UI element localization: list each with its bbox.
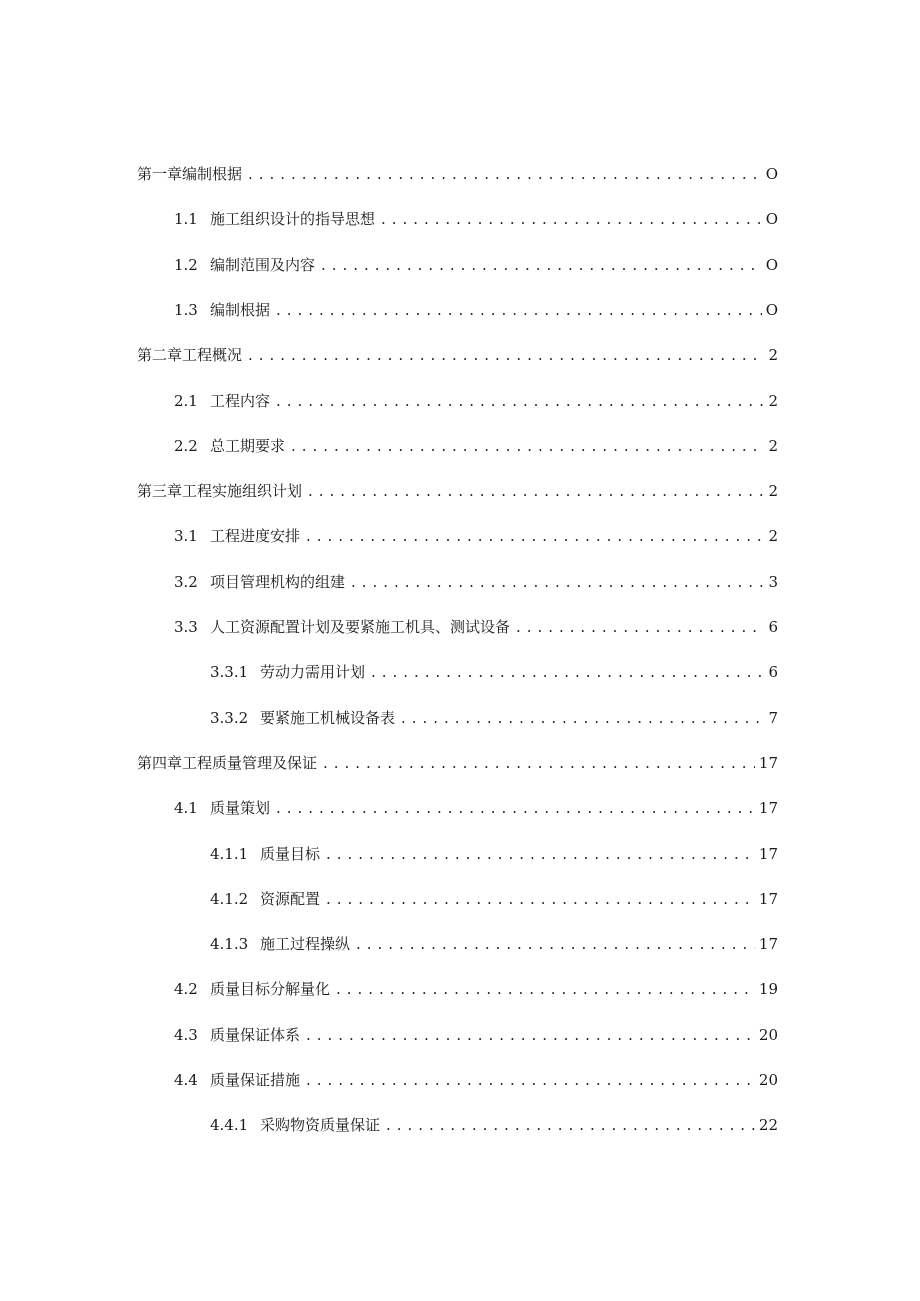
toc-entry-number: 3.3 (174, 618, 198, 636)
toc-entry[interactable] (174, 797, 778, 819)
toc-entry-page-number: 17 (758, 845, 778, 863)
toc-entry-page-number: 17 (758, 935, 778, 953)
toc-dot-leader (351, 571, 764, 593)
toc-entry-title: 第三章工程实施组织计划 (137, 482, 303, 500)
toc-entry-page-number: 3 (768, 573, 778, 591)
toc-dot-leader (516, 616, 764, 638)
toc-dot-leader (276, 299, 762, 321)
toc-entry-number: 1.1 (174, 210, 198, 228)
toc-entry-number: 3.2 (174, 573, 198, 591)
toc-entry-page-number: 19 (758, 980, 778, 998)
toc-entry[interactable] (174, 254, 778, 276)
toc-dot-leader (371, 661, 764, 683)
toc-entry-title: 编制根据 (210, 301, 271, 319)
toc-dot-leader (248, 344, 764, 366)
toc-entry[interactable] (174, 299, 778, 321)
toc-dot-leader (291, 435, 764, 457)
toc-entry-title: 要紧施工机械设备表 (260, 709, 396, 727)
toc-entry-title: 质量策划 (210, 799, 271, 817)
toc-entry-number: 4.1 (174, 799, 198, 817)
toc-entry-number: 1.3 (174, 301, 198, 319)
toc-entry[interactable] (210, 1114, 778, 1136)
toc-entry[interactable] (210, 707, 778, 729)
toc-entry[interactable] (210, 661, 778, 683)
toc-entry-title: 施工组织设计的指导思想 (210, 210, 376, 228)
toc-dot-leader (336, 978, 755, 1000)
toc-entry[interactable] (174, 616, 778, 638)
toc-entry[interactable] (174, 1024, 778, 1046)
toc-entry[interactable] (210, 888, 778, 910)
toc-entry-page-number: 6 (768, 663, 778, 681)
toc-entry-page-number: 2 (768, 527, 778, 545)
toc-entry-number: 4.2 (174, 980, 198, 998)
toc-entry[interactable] (137, 163, 778, 185)
toc-entry-page-number: O (765, 210, 778, 228)
toc-entry-number: 4.4 (174, 1071, 198, 1089)
toc-entry-number: 3.3.2 (210, 709, 249, 727)
toc-dot-leader (326, 888, 755, 910)
toc-entry-number: 4.1.3 (210, 935, 249, 953)
toc-entry[interactable] (174, 1069, 778, 1091)
toc-entry[interactable] (137, 344, 778, 366)
toc-entry-page-number: 2 (768, 392, 778, 410)
toc-entry-page-number: 17 (758, 754, 778, 772)
toc-entry-page-number: 7 (768, 709, 778, 727)
toc-entry-page-number: O (765, 165, 778, 183)
toc-entry-title: 人工资源配置计划及要紧施工机具、测试设备 (210, 618, 511, 636)
toc-entry-title: 编制范围及内容 (210, 256, 316, 274)
toc-entry-title: 项目管理机构的组建 (210, 573, 346, 591)
toc-entry-page-number: O (765, 256, 778, 274)
toc-entry-number: 2.2 (174, 437, 198, 455)
toc-entry-title: 劳动力需用计划 (260, 663, 366, 681)
toc-entry-page-number: 2 (768, 437, 778, 455)
toc-entry-title: 采购物资质量保证 (260, 1116, 381, 1134)
toc-entry-page-number: 20 (758, 1071, 778, 1089)
toc-entry[interactable] (174, 208, 778, 230)
toc-entry-title: 质量保证措施 (210, 1071, 301, 1089)
toc-dot-leader (386, 1114, 755, 1136)
toc-entry[interactable] (137, 480, 778, 502)
toc-entry[interactable] (137, 752, 778, 774)
toc-entry-title: 第二章工程概况 (137, 346, 243, 364)
toc-entry-title: 工程内容 (210, 392, 271, 410)
toc-dot-leader (276, 797, 755, 819)
toc-entry-number: 2.1 (174, 392, 198, 410)
toc-entry-number: 3.3.1 (210, 663, 249, 681)
toc-dot-leader (401, 707, 764, 729)
toc-dot-leader (248, 163, 762, 185)
toc-entry[interactable] (210, 933, 778, 955)
toc-entry-number: 4.1.1 (210, 845, 249, 863)
toc-entry-title: 资源配置 (260, 890, 321, 908)
toc-entry-number: 3.1 (174, 527, 198, 545)
toc-entry-page-number: 2 (768, 346, 778, 364)
toc-entry-title: 质量保证体系 (210, 1026, 301, 1044)
toc-dot-leader (321, 254, 762, 276)
toc-entry-title: 总工期要求 (210, 437, 286, 455)
toc-entry[interactable] (174, 571, 778, 593)
toc-dot-leader (306, 1024, 755, 1046)
toc-dot-leader (276, 390, 764, 412)
toc-entry[interactable] (174, 525, 778, 547)
toc-entry-page-number: 17 (758, 799, 778, 817)
toc-entry-title: 工程进度安排 (210, 527, 301, 545)
toc-dot-leader (308, 480, 764, 502)
toc-entry[interactable] (174, 978, 778, 1000)
toc-entry-number: 4.3 (174, 1026, 198, 1044)
toc-entry-page-number: 2 (768, 482, 778, 500)
toc-entry-title: 第四章工程质量管理及保证 (137, 754, 318, 772)
toc-entry-title: 施工过程操纵 (260, 935, 351, 953)
toc-entry-page-number: O (765, 301, 778, 319)
toc-entry[interactable] (210, 843, 778, 865)
toc-entry-page-number: 20 (758, 1026, 778, 1044)
toc-entry-number: 4.1.2 (210, 890, 249, 908)
toc-entry-title: 质量目标 (260, 845, 321, 863)
toc-entry-page-number: 17 (758, 890, 778, 908)
toc-entry-page-number: 22 (758, 1116, 778, 1134)
toc-entry[interactable] (174, 435, 778, 457)
toc-entry-number: 1.2 (174, 256, 198, 274)
toc-entry-title: 质量目标分解量化 (210, 980, 331, 998)
toc-entry[interactable] (174, 390, 778, 412)
toc-dot-leader (306, 525, 764, 547)
toc-entry-page-number: 6 (768, 618, 778, 636)
toc-dot-leader (323, 752, 755, 774)
toc-entry-number: 4.4.1 (210, 1116, 249, 1134)
toc-entry-title: 第一章编制根据 (137, 165, 243, 183)
toc-dot-leader (356, 933, 755, 955)
toc-dot-leader (381, 208, 762, 230)
toc-dot-leader (326, 843, 755, 865)
toc-dot-leader (306, 1069, 755, 1091)
